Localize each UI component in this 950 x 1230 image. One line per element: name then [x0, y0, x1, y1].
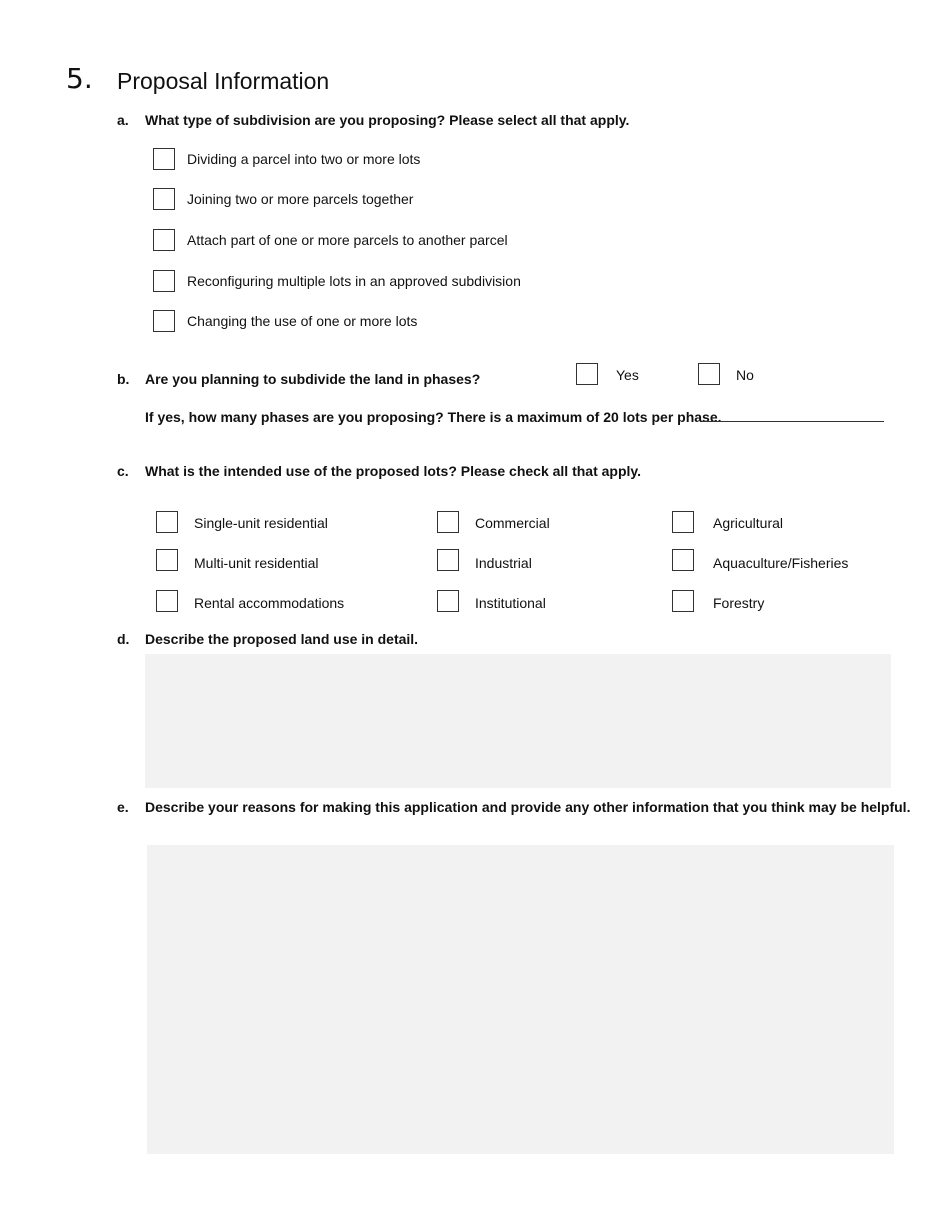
checkbox-dividing-parcel[interactable]: [153, 148, 175, 170]
checkbox-rental-accommodations[interactable]: [156, 590, 178, 612]
checkbox-institutional[interactable]: [437, 590, 459, 612]
use-rental-accommodations-label: Rental accommodations: [194, 595, 345, 611]
checkbox-reconfiguring-lots[interactable]: [153, 270, 175, 292]
checkbox-aquaculture-fisheries[interactable]: [672, 549, 694, 571]
question-e-text: Describe your reasons for making this application and provide any other information that you think may be helpful.: [145, 799, 911, 815]
question-b-letter: b.: [117, 371, 130, 387]
phases-yes-label: Yes: [616, 367, 639, 383]
question-c-text: What is the intended use of the proposed lots? Please check all that apply.: [145, 463, 642, 479]
checkbox-commercial[interactable]: [437, 511, 459, 533]
use-commercial-label: Commercial: [475, 515, 550, 531]
option-reconfiguring-lots-label: Reconfiguring multiple lots in an approved subdivision: [187, 273, 521, 289]
option-attach-part-label: Attach part of one or more parcels to another parcel: [187, 232, 508, 248]
use-agricultural-label: Agricultural: [713, 515, 784, 531]
checkbox-agricultural[interactable]: [672, 511, 694, 533]
phases-followup-text: If yes, how many phases are you proposing? There is a maximum of 20 lots per phase.: [145, 409, 722, 425]
use-institutional-label: Institutional: [475, 595, 546, 611]
use-forestry-label: Forestry: [713, 595, 765, 611]
phases-no-label: No: [736, 367, 754, 383]
land-use-description-textarea[interactable]: [145, 654, 891, 788]
checkbox-single-unit-residential[interactable]: [156, 511, 178, 533]
question-d-text: Describe the proposed land use in detail.: [145, 631, 419, 647]
checkbox-changing-use[interactable]: [153, 310, 175, 332]
question-d-letter: d.: [117, 631, 130, 647]
question-a-text: What type of subdivision are you proposing? Please select all that apply.: [145, 112, 630, 128]
use-single-unit-residential-label: Single-unit residential: [194, 515, 328, 531]
question-a-letter: a.: [117, 112, 129, 128]
section-number: 5.: [66, 62, 93, 95]
option-changing-use-label: Changing the use of one or more lots: [187, 313, 418, 329]
phases-count-input[interactable]: [702, 421, 884, 422]
question-c-letter: c.: [117, 463, 129, 479]
option-dividing-parcel-label: Dividing a parcel into two or more lots: [187, 151, 421, 167]
checkbox-industrial[interactable]: [437, 549, 459, 571]
section-title: Proposal Information: [117, 68, 330, 94]
checkbox-multi-unit-residential[interactable]: [156, 549, 178, 571]
checkbox-attach-part[interactable]: [153, 229, 175, 251]
use-aquaculture-fisheries-label: Aquaculture/Fisheries: [713, 555, 849, 571]
application-reasons-textarea[interactable]: [147, 845, 894, 1154]
use-industrial-label: Industrial: [475, 555, 532, 571]
checkbox-joining-parcels[interactable]: [153, 188, 175, 210]
checkbox-forestry[interactable]: [672, 590, 694, 612]
checkbox-phases-yes[interactable]: [576, 363, 598, 385]
checkbox-phases-no[interactable]: [698, 363, 720, 385]
question-b-text: Are you planning to subdivide the land in phases?: [145, 371, 481, 387]
question-e-letter: e.: [117, 799, 129, 815]
use-multi-unit-residential-label: Multi-unit residential: [194, 555, 319, 571]
option-joining-parcels-label: Joining two or more parcels together: [187, 191, 414, 207]
